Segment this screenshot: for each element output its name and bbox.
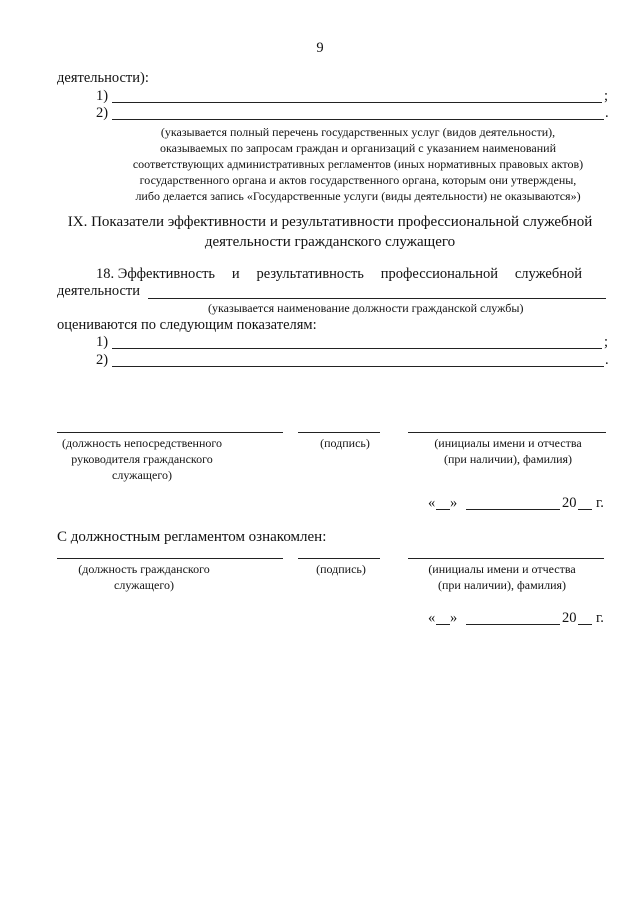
indicator-2-number: 2) [96,352,109,368]
intro-continuation: деятельности): [57,70,149,86]
indicator-2-end: . [605,352,609,368]
paragraph-word: результативность [256,266,364,282]
position-name-line[interactable] [148,298,606,299]
caption-line: служащего) [114,578,174,592]
manager-name-caption [410,435,606,467]
date-2-quote-open: « [428,610,436,626]
section-heading-line-1: IX. Показатели эффективности и результативности профессиональной служебной [67,214,593,230]
date-2-day-line[interactable] [436,624,450,625]
date-2-quote-close: » [450,610,458,626]
caption-line: (при наличии), фамилия) [443,452,573,466]
caption-line: служащего) [112,468,172,482]
paragraph-word: и [231,266,240,282]
caption-line: (инициалы имени и отчества [428,562,576,576]
date-1-year: 20 [562,495,577,511]
intro-note-line: соответствующих административных регламентов (иных нормативных правовых актов) [132,157,584,171]
date-1-suffix: г. [596,495,604,511]
servant-position-caption [44,561,244,593]
date-2-suffix: г. [596,610,604,626]
section-heading [40,212,620,252]
date-2-month-line[interactable] [466,624,560,625]
date-1-year-line[interactable] [578,509,592,510]
caption-line: (при наличии), фамилия) [437,578,567,592]
intro-note-line: либо делается запись «Государственные услуги (виды деятельности) не оказываются») [135,189,581,203]
servant-signature-caption: (подпись) [316,562,366,576]
manager-signature-caption: (подпись) [320,436,370,450]
paragraph-word: служебной [514,266,582,282]
manager-position-caption [40,435,244,483]
paragraph-word: профессиональной [380,266,499,282]
position-note: (указывается наименование должности гражданской службы) [208,301,524,315]
indicator-1-end: ; [604,334,609,350]
evaluated-text: оцениваются по следующим показателям: [57,317,317,333]
servant-name-line[interactable] [408,558,604,559]
intro-item-1-number: 1) [96,88,109,104]
manager-position-line[interactable] [57,432,283,433]
manager-name-line[interactable] [408,432,606,433]
intro-note-line: оказываемых по запросам граждан и организаций с указанием наименований [159,141,557,155]
page-number: 9 [316,40,324,56]
caption-line: (должность непосредственного [61,436,222,450]
section-heading-line-2: деятельности гражданского служащего [204,234,456,250]
intro-note-line: государственного органа и актов государственного органа, которым они утверждены, [139,173,577,187]
acquaintance-title: С должностным регламентом ознакомлен: [57,529,327,545]
servant-name-caption [404,561,600,593]
manager-signature-line[interactable] [298,432,380,433]
intro-item-1-end: ; [604,88,609,104]
intro-note [110,124,606,204]
indicator-1-line[interactable] [112,348,602,349]
servant-signature-line[interactable] [298,558,380,559]
paragraph-word: 18. Эффективность [96,266,216,282]
servant-position-line[interactable] [57,558,283,559]
paragraph-18-line-1 [96,266,582,283]
date-1-quote-close: » [450,495,458,511]
intro-item-2-line[interactable] [112,119,604,120]
date-2-year: 20 [562,610,577,626]
date-2-year-line[interactable] [578,624,592,625]
caption-line: (должность гражданского [78,562,210,576]
indicator-2-line[interactable] [112,366,604,367]
date-1-day-line[interactable] [436,509,450,510]
indicator-1-number: 1) [96,334,109,350]
date-1-quote-open: « [428,495,436,511]
date-1-month-line[interactable] [466,509,560,510]
caption-line: руководителя гражданского [71,452,213,466]
intro-item-1-line[interactable] [112,102,602,103]
paragraph-18-line-2: деятельности [57,283,141,299]
intro-item-2-number: 2) [96,105,109,121]
intro-note-line: (указывается полный перечень государственных услуг (видов деятельности), [160,125,556,139]
intro-item-2-end: . [605,105,609,121]
caption-line: (инициалы имени и отчества [434,436,582,450]
